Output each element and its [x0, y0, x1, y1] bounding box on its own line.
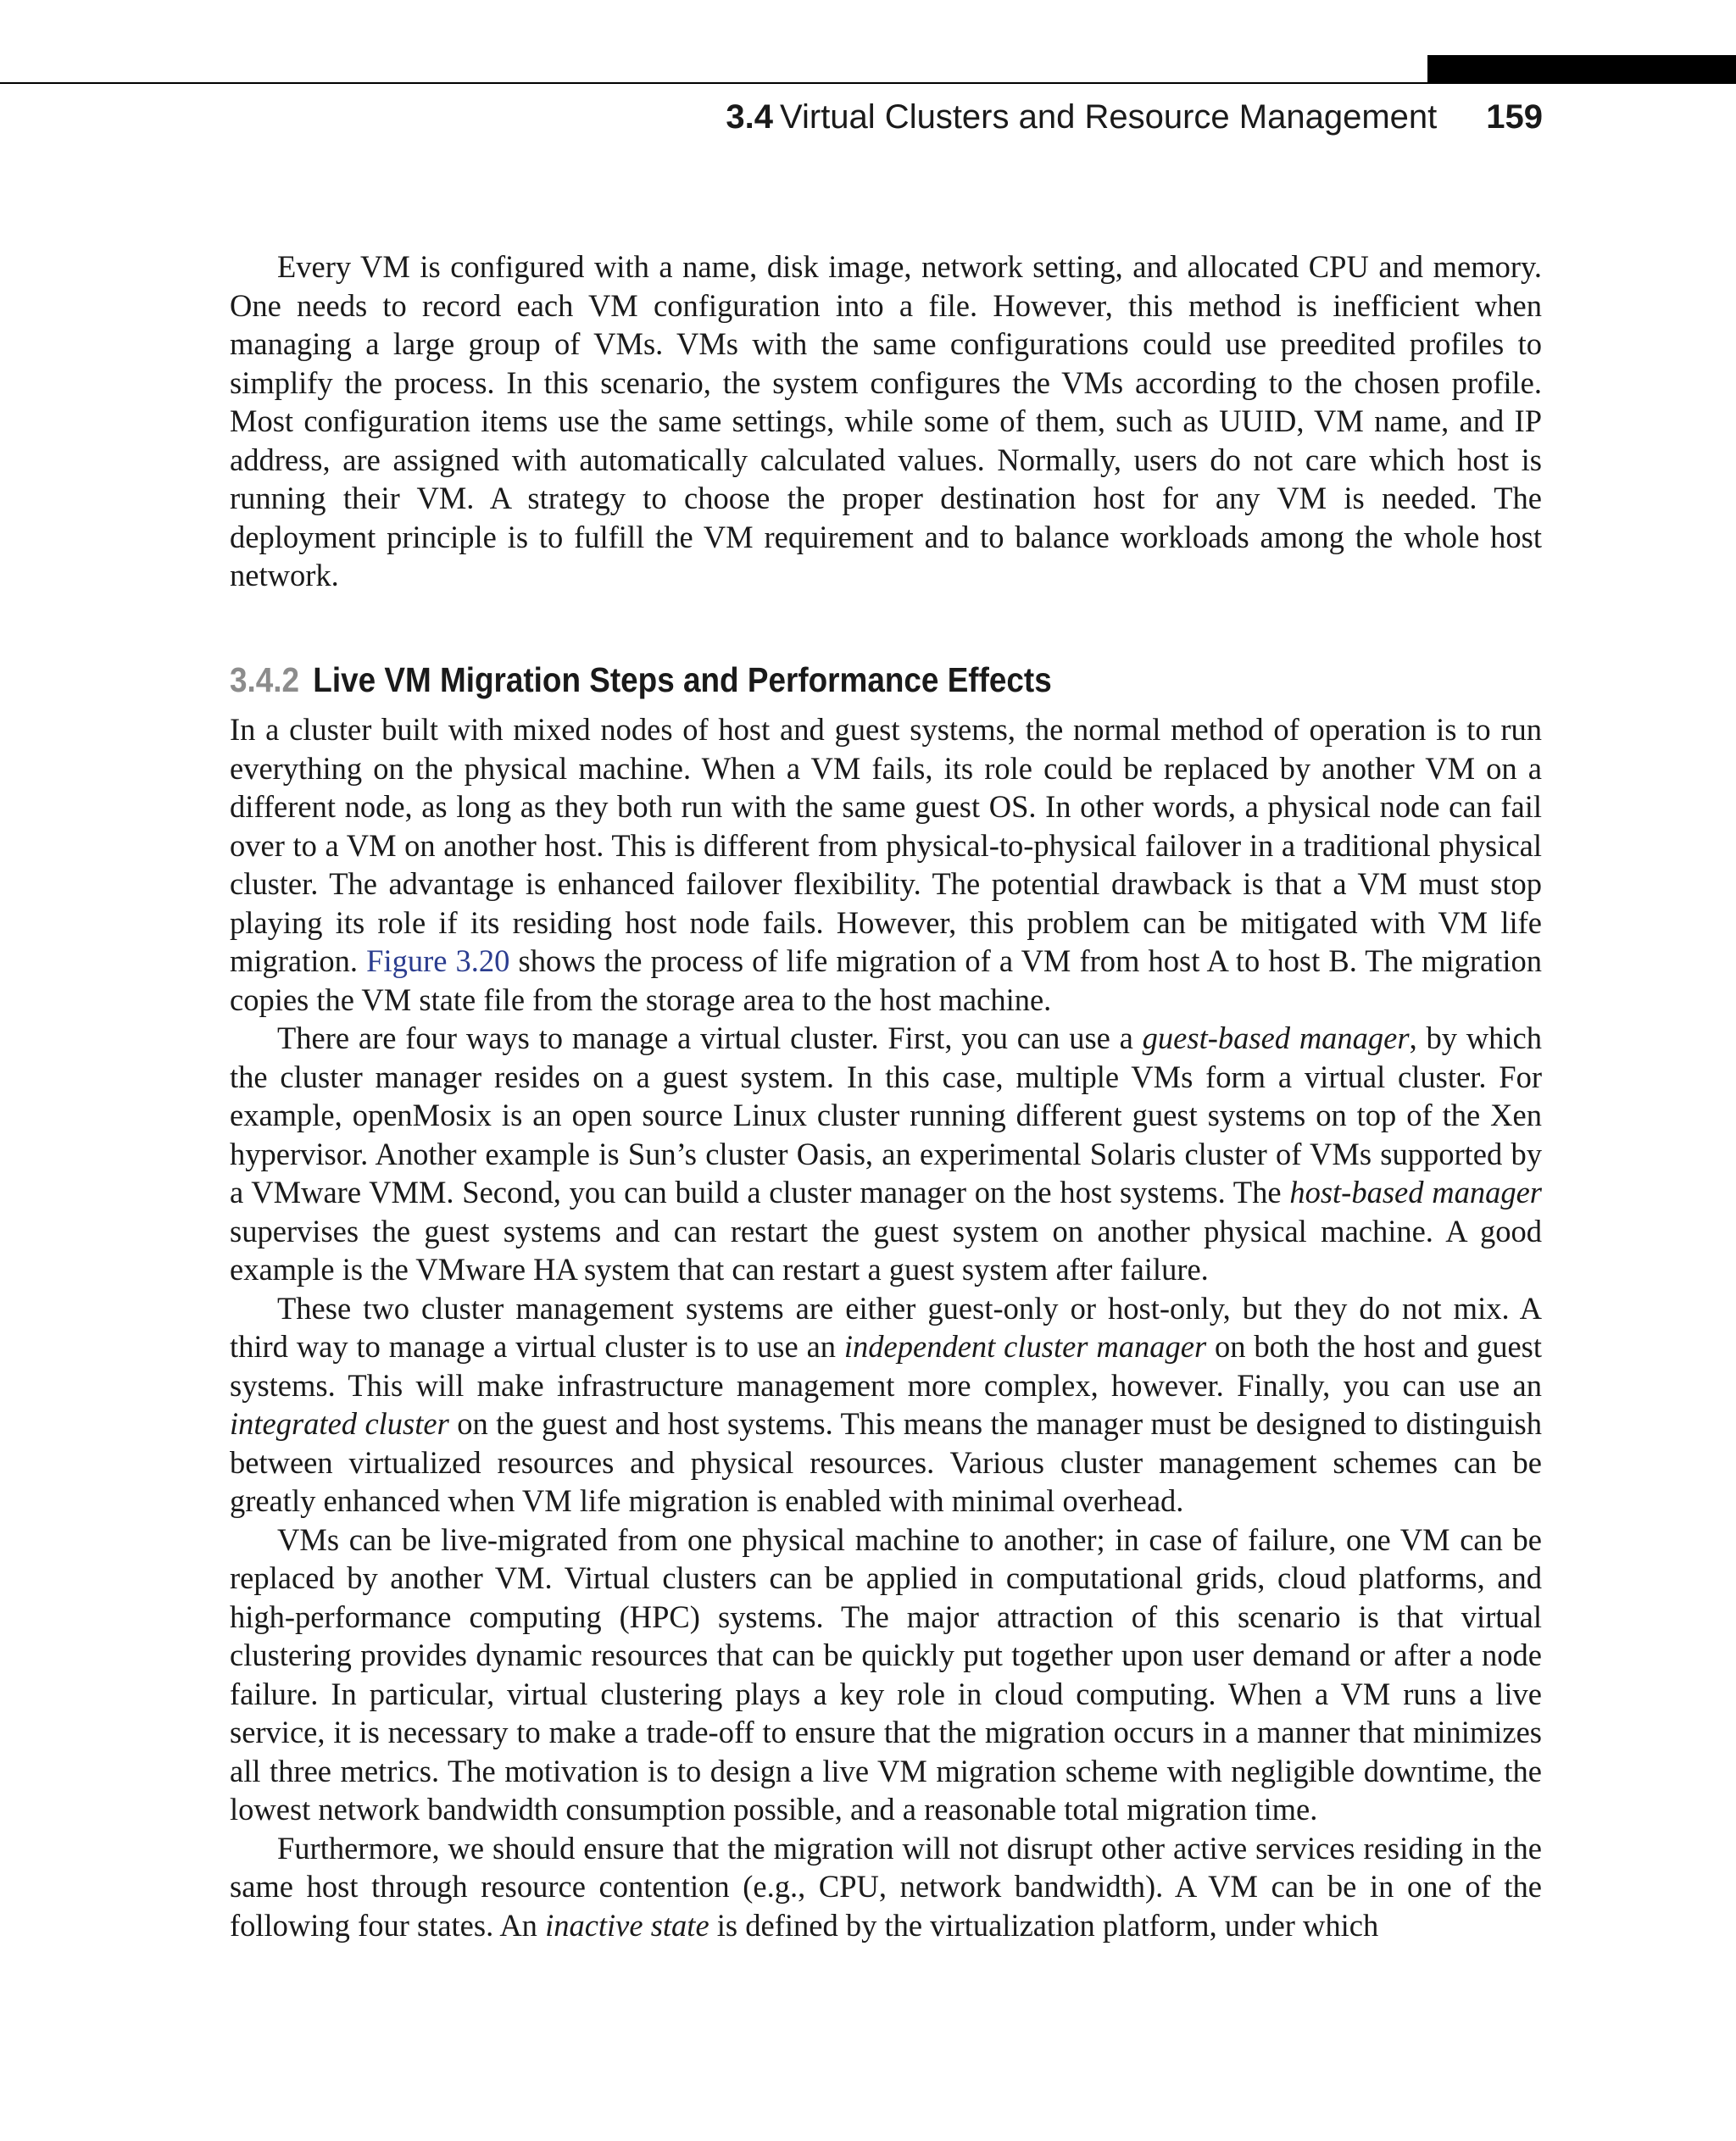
section-heading	[230, 656, 1052, 703]
term-inactive-state: inactive state	[545, 1907, 709, 1943]
section-number: 3.4.2	[230, 660, 300, 699]
term-host-based-manager: host-based manager	[1289, 1175, 1542, 1210]
paragraph-5-text-b: is defined by the virtualization platform, under which	[716, 1907, 1379, 1943]
running-head-section-title: Virtual Clusters and Resource Management	[780, 98, 1438, 136]
paragraph-5	[230, 1829, 1542, 1945]
figure-link[interactable]: Figure 3.20	[366, 943, 510, 978]
paragraph-1-text-b: shows the process of life migration of a VM from host A to host B. The migration copies the VM state file from the storage area to the host machine.	[230, 943, 1543, 1017]
paragraph-3	[230, 1289, 1542, 1521]
term-integrated-cluster: integrated cluster	[230, 1406, 449, 1441]
paragraph-5-text-a: Furthermore, we should ensure that the migration will not disrupt other active services residing in the same host through resource contention (e.g., CPU, network bandwidth). A VM can be in one of the following four states. An	[230, 1830, 1542, 1943]
paragraph-3-text-c: on the guest and host systems. This means the manager must be designed to distinguish between virtualized resources and physical resources. Various cluster management schemes can be greatly enhanced when VM life migration is enabled with minimal overhead.	[230, 1406, 1542, 1518]
term-independent-cluster-manager: independent cluster manager	[843, 1329, 1207, 1364]
running-head	[726, 93, 1543, 141]
section-title: Live VM Migration Steps and Performance Effects	[313, 660, 1052, 699]
header-tab	[1427, 55, 1736, 84]
paragraph-1-text-a: In a cluster built with mixed nodes of host and guest systems, the normal method of operation is to run everything on the physical machine. When a VM fails, its role could be replaced by another VM on a different node, as long as they both run with the same guest OS. In other words, a physical node can fail over to a VM on another host. This is different from physical-to-physical failover in a traditional physical cluster. The advantage is enhanced failover flexibility. The potential drawback is that a VM must stop playing its role if its residing host node fails. However, this problem can be mitigated with VM life migration.	[230, 712, 1542, 978]
main-text-block	[230, 710, 1542, 1944]
paragraph-3-text-b: on both the host and guest systems. This will make infrastructure management more complex, however. Finally, you can use an	[230, 1329, 1543, 1403]
paragraph-4: VMs can be live-migrated from one physical machine to another; in case of failure, one VM can be replaced by another VM. Virtual clusters can be applied in computational grids, cloud platforms, and high-performance computing (HPC) systems. The major attraction of this scenario is that virtual clustering provides dynamic resources that can be quickly put together upon user demand or after a node failure. In particular, virtual clustering plays a key role in cloud computing. When a VM runs a live service, it is necessary to make a trade-off to ensure that the migration occurs in a manner that minimizes all three metrics. The motivation is to design a live VM migration scheme with negligible downtime, the lowest network bandwidth consumption possible, and a reasonable total migration time.	[230, 1521, 1542, 1827]
paragraph-3-text-a: These two cluster management systems are either guest-only or host-only, but they do not mix. A third way to manage a virtual cluster is to use an	[230, 1290, 1542, 1364]
paragraph-2-text-c: supervises the guest systems and can restart the guest system on another physical machine. A good example is the VMware HA system that can restart a guest system after failure.	[230, 1213, 1542, 1287]
paragraph-2	[230, 1019, 1542, 1289]
page-number: 159	[1486, 98, 1543, 136]
paragraph-2-text-b: , by which the cluster manager resides on a guest system. In this case, multiple VMs form a virtual cluster. For example, openMosix is an open source Linux cluster running different guest systems on top of the Xen hypervisor. Another example is Sun’s cluster Oasis, an experimental Solaris cluster of VMs supported by a VMware VMM. Second, you can build a cluster manager on the host systems. The	[230, 1020, 1543, 1210]
intro-paragraph: Every VM is configured with a name, disk image, network setting, and allocated CPU and memory. One needs to record each VM configuration into a file. However, this method is inefficient when managing a large group of VMs. VMs with the same configurations could use preedited profiles to simplify the process. In this scenario, the system configures the VMs according to the chosen profile. Most configuration items use the same settings, while some of them, such as UUID, VM name, and IP address, are assigned with automatically calculated values. Normally, users do not care which host is running their VM. A strategy to choose the proper destination host for any VM is needed. The deployment principle is to fulfill the VM requirement and to balance workloads among the whole host network.	[230, 249, 1542, 592]
term-guest-based-manager: guest-based manager	[1142, 1020, 1410, 1055]
paragraph-1	[230, 710, 1542, 1019]
intro-block	[230, 247, 1542, 595]
running-head-section-number: 3.4	[726, 98, 774, 136]
paragraph-2-text-a: There are four ways to manage a virtual cluster. First, you can use a	[277, 1020, 1133, 1055]
